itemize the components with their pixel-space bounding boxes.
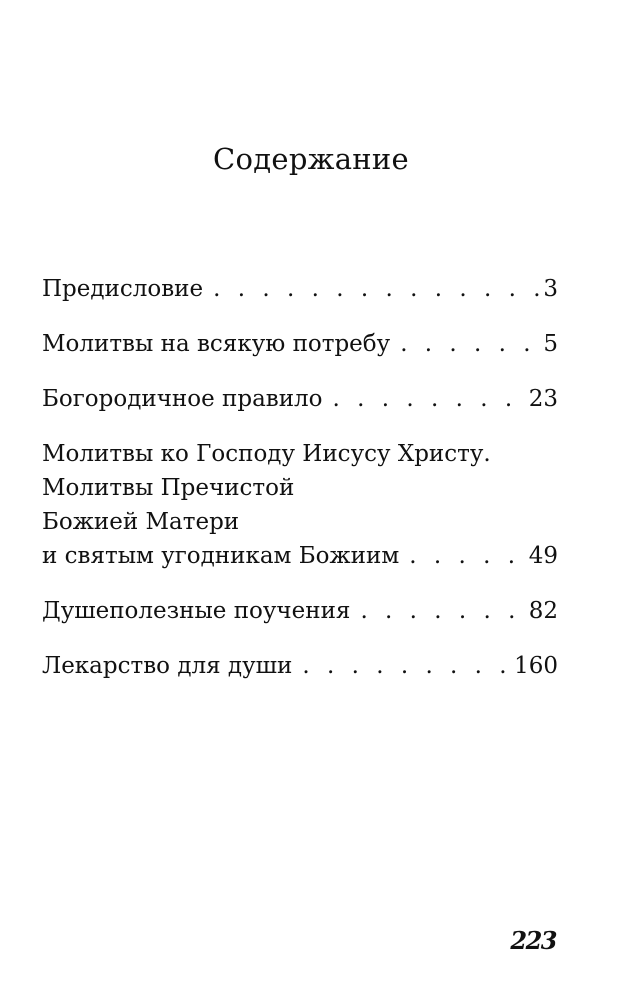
dot-leader — [409, 539, 525, 573]
toc-entry-preface[interactable] — [42, 272, 558, 306]
toc-entry-edifying-teachings[interactable] — [42, 594, 558, 628]
toc-entry-title: Предисловие — [42, 276, 204, 302]
toc-entry-prayers-to-the-lord[interactable] — [42, 437, 558, 573]
toc-entry-prayers-for-every-need[interactable] — [42, 327, 558, 361]
toc-page-number: 3 — [543, 276, 558, 302]
toc-entry-title: Богородичное правило — [42, 386, 323, 412]
dot-leader — [400, 327, 539, 361]
toc-entry-medicine-for-the-soul[interactable] — [42, 649, 558, 683]
toc-page-number: 160 — [514, 653, 558, 679]
toc-page-number: 5 — [543, 331, 558, 357]
dot-leader — [360, 594, 524, 628]
page-number: 223 — [510, 926, 556, 955]
toc-page-number: 49 — [528, 543, 558, 569]
table-of-contents — [42, 272, 558, 704]
toc-entry-title: Душеполезные поучения — [42, 598, 351, 624]
page-title: Содержание — [212, 142, 410, 176]
toc-entry-theotokos-rule[interactable] — [42, 382, 558, 416]
toc-entry-title: Лекарство для души — [42, 653, 293, 679]
toc-entry-title-line: Божией Матери — [42, 509, 240, 535]
toc-entry-title: и святым угодникам Божиим — [42, 543, 400, 569]
dot-leader — [302, 649, 510, 683]
toc-page-number: 23 — [528, 386, 558, 412]
dot-leader — [333, 382, 525, 416]
dot-leader — [213, 272, 539, 306]
toc-entry-title-line: Молитвы Пречистой — [42, 475, 295, 501]
toc-page-number: 82 — [528, 598, 558, 624]
toc-entry-title-line: Молитвы ко Господу Иисусу Христу. — [42, 441, 491, 467]
toc-entry-title: Молитвы на всякую потребу — [42, 331, 391, 357]
